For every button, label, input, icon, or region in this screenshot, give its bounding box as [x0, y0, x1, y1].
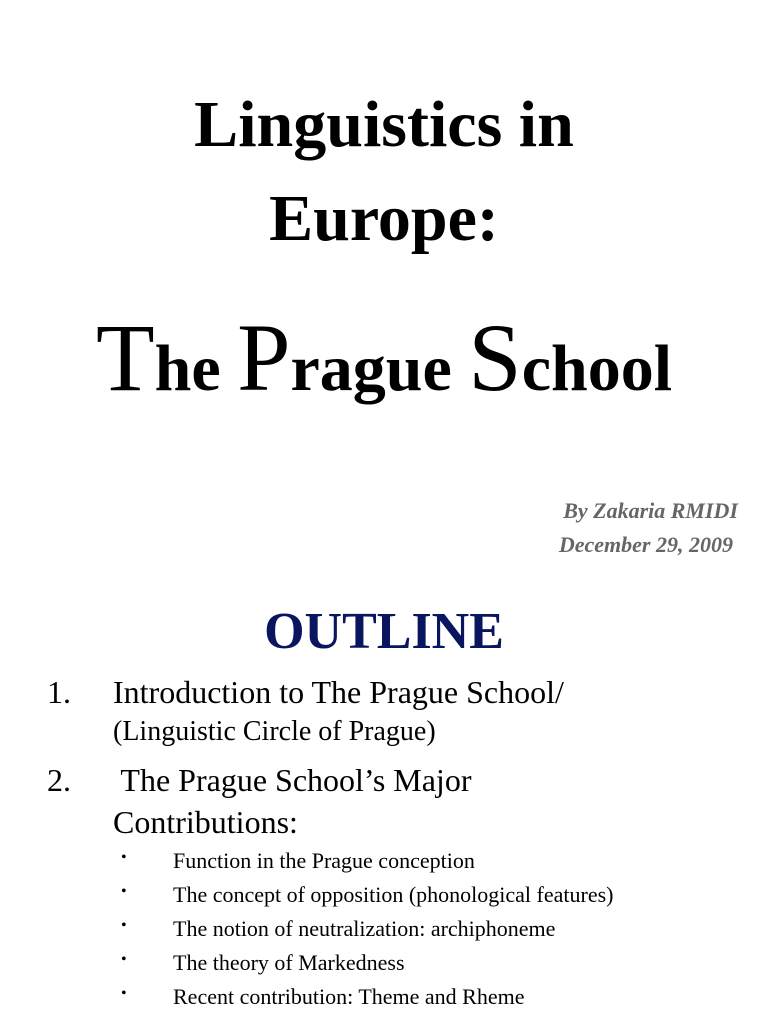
list-item	[0, 986, 768, 1020]
list-item	[0, 952, 768, 986]
subtitle-word-rague: rague	[290, 332, 469, 405]
bullet-icon: •	[121, 883, 127, 900]
list-item	[0, 884, 768, 918]
outline-item-text: The Prague School’s Major	[113, 762, 472, 798]
bullet-icon: •	[121, 849, 127, 866]
subtitle	[0, 304, 768, 411]
bullet-icon: •	[121, 951, 127, 968]
title-line-1: Linguistics in	[194, 88, 574, 161]
outline-item-text: Introduction to The Prague School/	[113, 674, 564, 710]
list-item-text: Function in the Prague conception	[173, 848, 475, 873]
subtitle-word-chool: chool	[521, 332, 673, 405]
contributions-list	[0, 850, 768, 1020]
list-item	[0, 850, 768, 884]
list-item-text: The notion of neutralization: archiphoneme	[173, 916, 556, 941]
outline-item-number: 2.	[47, 762, 71, 798]
list-item-text: Recent contribution: Theme and Rheme	[173, 984, 525, 1009]
outline-item-1-continuation: (Linguistic Circle of Prague)	[113, 716, 436, 747]
date-byline: December 29, 2009	[558, 532, 733, 557]
author-byline: By Zakaria RMIDI	[563, 498, 738, 523]
outline-heading: OUTLINE	[264, 603, 504, 660]
outline-item-2-continuation: Contributions:	[113, 804, 298, 840]
outline-item-number: 1.	[47, 674, 71, 710]
list-item-text: The concept of opposition (phonological features)	[173, 882, 614, 907]
subtitle-word-he: he	[154, 332, 238, 405]
title-line-2: Europe:	[269, 182, 499, 255]
list-item	[0, 918, 768, 952]
bullet-icon: •	[121, 985, 127, 1002]
subtitle-cap-t: T	[95, 304, 155, 411]
subtitle-cap-s: S	[468, 304, 522, 411]
bullet-icon: •	[121, 917, 127, 934]
subtitle-cap-p: P	[237, 304, 291, 411]
list-item-text: The theory of Markedness	[173, 950, 405, 975]
